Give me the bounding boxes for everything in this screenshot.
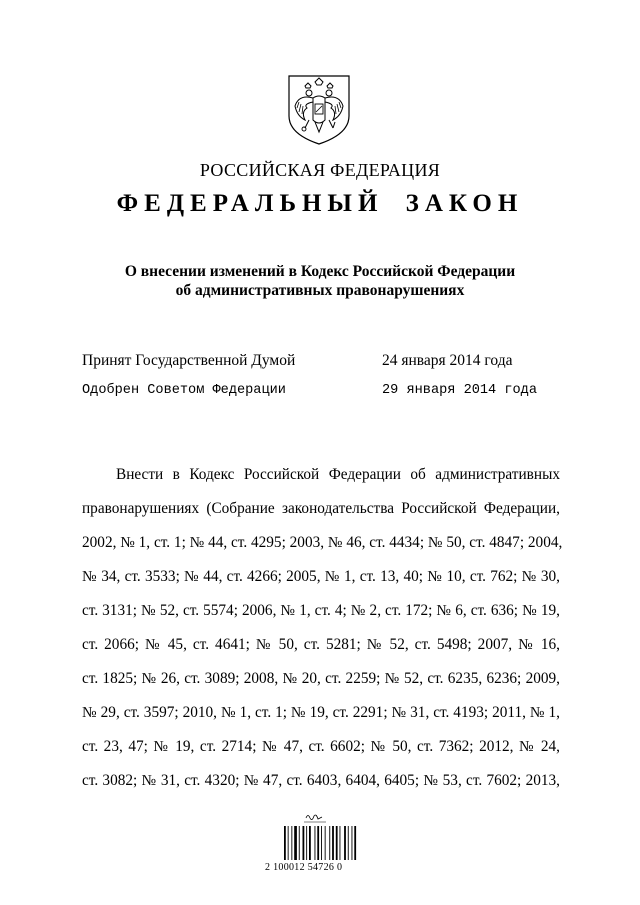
duma-date: 24 января 2014 года	[382, 352, 513, 369]
barcode-bar	[344, 826, 346, 860]
barcode-bar	[306, 826, 307, 860]
barcode-number: 2 100012 54726 0	[265, 862, 343, 873]
barcode-bar	[309, 826, 311, 860]
law-title-line-2: об административных правонарушениях	[175, 282, 465, 299]
barcode-bar	[288, 826, 289, 860]
barcode-bar	[294, 826, 297, 860]
document-type: ФЕДЕРАЛЬНЫЙ ЗАКОН	[116, 190, 524, 217]
barcode-bars	[284, 826, 356, 860]
council-date: 29 января 2014 года	[382, 383, 537, 398]
law-title-line-1: О внесении изменений в Кодекс Российской Федерации	[124, 263, 516, 280]
barcode-bar	[317, 826, 319, 860]
body-line-2: правонарушениях (Собрание законодательства Российской Федерации,	[82, 500, 560, 517]
barcode-bar	[352, 826, 353, 860]
barcode-bar	[354, 826, 356, 860]
body-line-10: ст. 3082; № 31, ст. 4320; № 47, ст. 6403, 6404, 6405; № 53, ст. 7602; 2013,	[82, 772, 560, 789]
body-line-8: № 29, ст. 3597; 2010, № 1, ст. 1; № 19, ст. 2291; № 31, ст. 4193; 2011, № 1,	[82, 704, 560, 721]
barcode-bar	[299, 826, 300, 860]
barcode-bar	[284, 826, 286, 860]
body-line-3: 2002, № 1, ст. 1; № 44, ст. 4295; 2003, № 46, ст. 4434; № 50, ст. 4847; 2004,	[82, 534, 563, 551]
barcode-bar	[325, 826, 326, 860]
council-label: Одобрен Советом Федерации	[82, 383, 286, 398]
law-body	[82, 458, 563, 798]
body-line-1: Внести в Кодекс Российской Федерации об административных	[116, 466, 560, 483]
body-line-5: ст. 3131; № 52, ст. 5574; 2006, № 1, ст. 4; № 2, ст. 172; № 6, ст. 636; № 19,	[82, 602, 560, 619]
barcode-bar	[321, 826, 322, 860]
barcode-bar	[291, 826, 292, 860]
duma-label: Принят Государственной Думой	[82, 352, 296, 369]
barcode-bar	[336, 826, 338, 860]
barcode-bar	[303, 826, 305, 860]
coat-of-arms-icon	[285, 72, 353, 146]
barcode-bar	[315, 826, 316, 860]
body-line-7: ст. 1825; № 26, ст. 3089; 2008, № 20, ст. 2259; № 52, ст. 6235, 6236; 2009,	[82, 670, 560, 687]
barcode-bar	[340, 826, 341, 860]
body-line-9: ст. 23, 47; № 19, ст. 2714; № 47, ст. 6602; № 50, ст. 7362; 2012, № 24,	[82, 738, 560, 755]
law-title	[0, 262, 640, 300]
country-name: РОССИЙСКАЯ ФЕДЕРАЦИЯ	[199, 160, 441, 180]
body-line-6: ст. 2066; № 45, ст. 4641; № 50, ст. 5281; № 52, ст. 5498; 2007, № 16,	[82, 636, 560, 653]
body-line-4: № 34, ст. 3533; № 44, ст. 4266; 2005, № 1, ст. 13, 40; № 10, ст. 762; № 30,	[82, 568, 560, 585]
barcode-bar	[329, 826, 330, 860]
barcode-bar	[348, 826, 349, 860]
barcode-bar	[332, 826, 334, 860]
